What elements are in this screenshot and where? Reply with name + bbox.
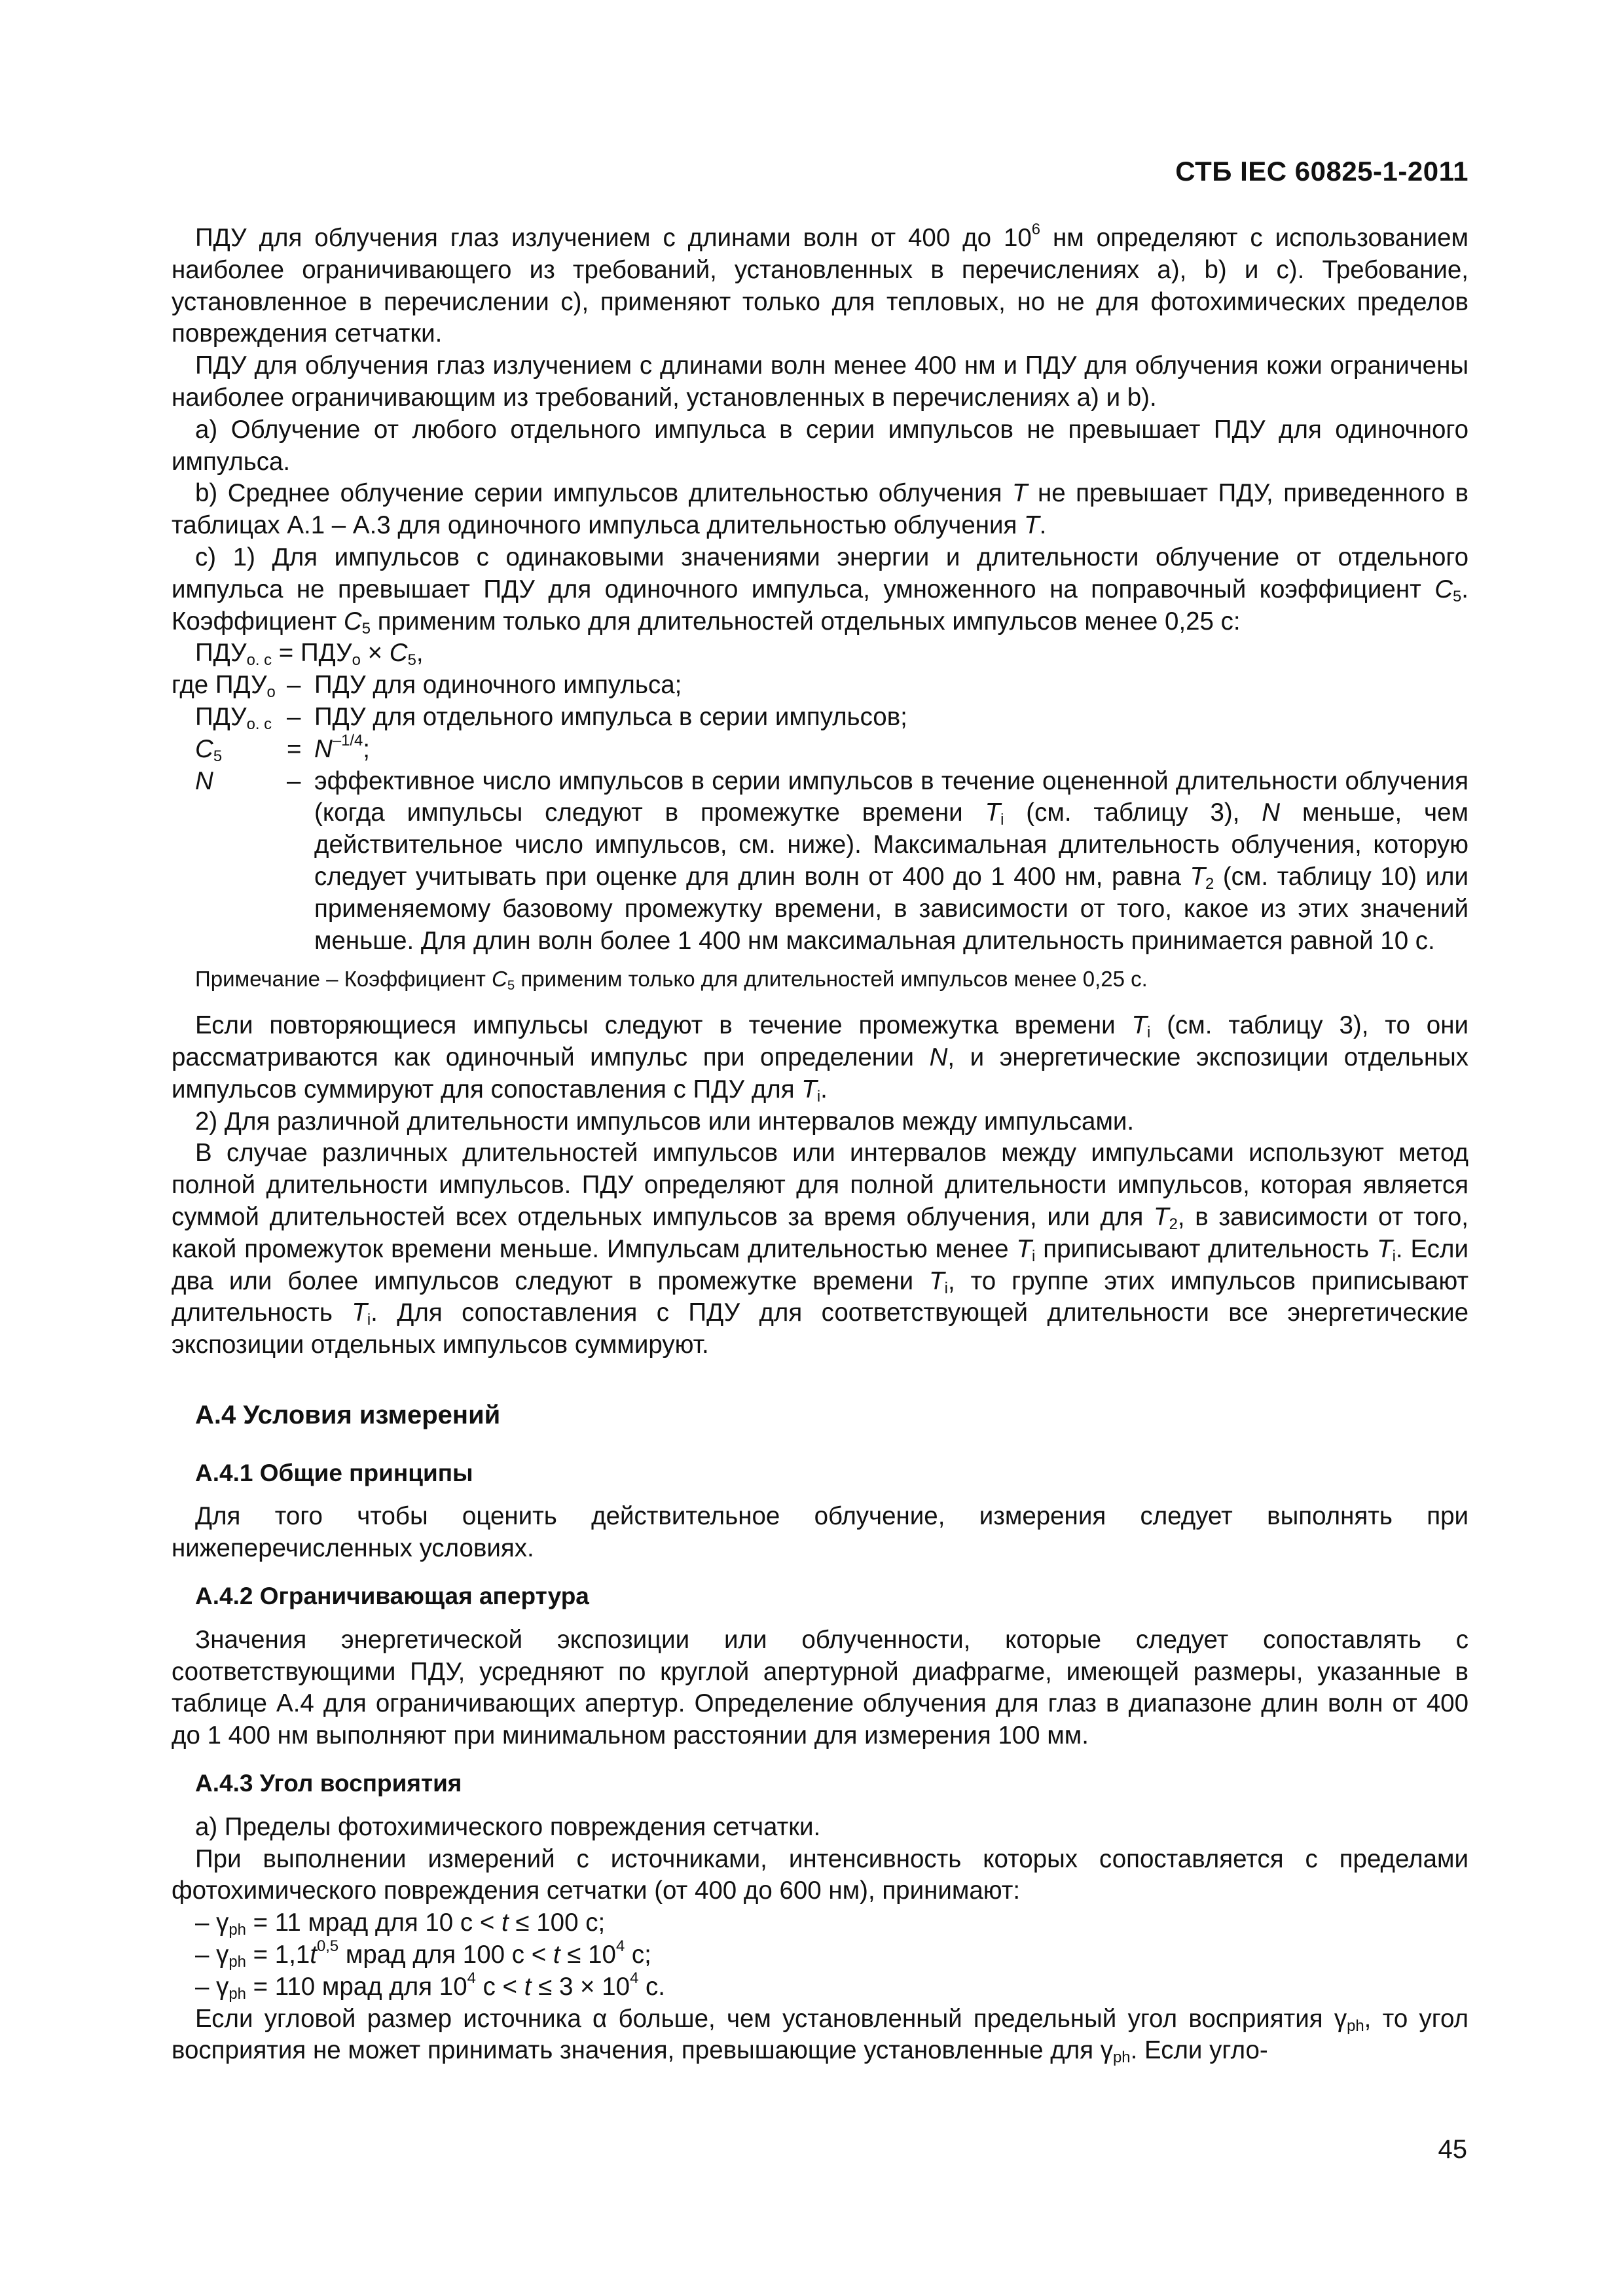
definition-symbol	[195, 702, 272, 734]
symbol-T: T	[929, 1266, 945, 1295]
text: . Если угло-	[1130, 2036, 1268, 2065]
subscript: о	[352, 651, 361, 670]
definition-text	[314, 766, 1468, 958]
text: ≤ 10	[560, 1941, 616, 1969]
list-item	[195, 1907, 1468, 1939]
text: (см. таблицу 10) или применяемому базовому промежутку времени, в зависимости от того, какое из этих значений меньше. Для длин волн более 1 400 нм максимальная длительность принимается равной 10 с.	[314, 862, 1468, 955]
text: = 110 мрад для 10	[246, 1972, 467, 2001]
symbol-T: T	[1012, 479, 1028, 508]
text: . Коэффициент	[172, 575, 1468, 636]
subscript: ph	[228, 1984, 246, 2003]
definition-row	[172, 731, 1468, 766]
item-c2: 2) Для различной длительности импульсов или интервалов между импульсами.	[195, 1107, 1135, 1136]
text: с <	[475, 1972, 524, 2001]
subscript: о	[266, 683, 276, 702]
superscript: 4	[615, 1937, 625, 1956]
definition-symbol	[172, 670, 276, 702]
paragraph-1	[172, 223, 1468, 350]
symbol-C: C	[343, 607, 362, 636]
formula	[195, 637, 1468, 670]
subscript: i	[816, 1087, 821, 1105]
symbol-N: N	[1262, 798, 1281, 827]
subscript: ph	[1347, 2017, 1364, 2035]
item-c1	[172, 542, 1468, 637]
text: , то угол восприятия не может принимать значения, превышающие установленные для γ	[172, 2004, 1468, 2065]
symbol-T: T	[352, 1299, 367, 1327]
text: применим только для длительностей отдельных импульсов менее 0,25 с:	[371, 607, 1241, 636]
page-number: 45	[1438, 2135, 1467, 2164]
subscript: 2	[1205, 874, 1214, 893]
text: , и энергетические экспозиции отдельных импульсов суммируют для сопоставления с ПДУ для	[172, 1043, 1468, 1103]
formula-lhs: ПДУ	[195, 639, 247, 668]
text: мрад для 100 с <	[338, 1941, 553, 1969]
text: меньше, чем действительное число импульсов, см. ниже). Максимальная длительность облучения, которую следует учитывать при оценке для длин волн от 400 до 1 400 нм, равна	[314, 798, 1468, 891]
text: ПДУ	[195, 702, 247, 731]
formula-eq: = ПДУ	[272, 639, 352, 668]
paragraph-total-duration	[172, 1138, 1468, 1361]
text: Если повторяющиеся импульсы следуют в течение промежутка времени	[195, 1011, 1132, 1040]
symbol-T: T	[1377, 1234, 1393, 1263]
text: . Если два или более импульсов следуют в промежутке времени	[172, 1234, 1468, 1295]
subscript: 5	[361, 619, 371, 637]
symbol-N: N	[929, 1043, 948, 1071]
subscript: i	[1000, 811, 1004, 829]
formula-end: ,	[416, 639, 424, 668]
symbol-T: T	[1154, 1202, 1169, 1231]
subscript: 5	[1453, 587, 1462, 605]
text: ;	[363, 734, 370, 763]
paragraph-a42: Значения энергетической экспозиции или облученности, которые следует сопоставлять с соответствующими ПДУ, усредняют по круглой апертурной диафрагме, имеющей размеры, указанные в таблице А.4 для ограничивающих апертур. Определение облучения для глаз в диапазоне длин волн от 400 до 1 400 нм выполняют при минимальном расстоянии для измерения 100 мм.	[172, 1625, 1468, 1750]
symbol-T: T	[1131, 1011, 1148, 1040]
superscript: 0,5	[317, 1937, 339, 1956]
text: – γ	[195, 1941, 229, 1969]
definition-text: ПДУ для отдельного импульса в серии импульсов;	[314, 702, 907, 731]
symbol-T: T	[801, 1075, 817, 1103]
text: , то группе этих импульсов приписывают длительность	[172, 1266, 1468, 1327]
text: с;	[625, 1941, 651, 1969]
text: ПДУ для облучения глаз излучением с длинами волн от 400 до 10	[195, 224, 1032, 252]
definition-text	[314, 731, 1468, 766]
text: ≤ 3 × 10	[531, 1972, 630, 2001]
symbol-C: C	[1434, 575, 1453, 603]
superscript: 4	[467, 1969, 476, 1987]
text: = 11 мрад для 10 с <	[246, 1909, 502, 1937]
definition-row	[172, 702, 1468, 734]
text: (см. таблицу 3),	[1004, 798, 1262, 827]
symbol-T: T	[1016, 1234, 1032, 1263]
subscript: 5	[507, 978, 515, 994]
definition-row	[172, 670, 1468, 702]
page-body	[172, 223, 1468, 2067]
definition-symbol	[195, 734, 222, 766]
definition-dash: =	[287, 734, 302, 763]
text: – γ	[195, 1909, 229, 1937]
subscript: ph	[1113, 2049, 1131, 2067]
definition-dash: –	[287, 671, 301, 700]
document-code: СТБ IEC 60825-1-2011	[1175, 156, 1468, 187]
paragraph-a41: Для того чтобы оценить действительное облучение, измерения следует выполнять при нижеперечисленных условиях.	[172, 1502, 1468, 1563]
symbol-C: C	[389, 639, 408, 668]
superscript: 6	[1031, 221, 1041, 239]
subsection-heading-a42: А.4.2 Ограничивающая апертура	[195, 1583, 589, 1610]
formula-mult: ×	[360, 639, 390, 668]
subscript: i	[1147, 1024, 1151, 1042]
superscript: –1/4	[332, 731, 363, 749]
definition-text: ПДУ для одиночного импульса;	[314, 671, 682, 700]
symbol-C: C	[195, 734, 213, 763]
text: с.	[638, 1972, 665, 2001]
item-a: а) Облучение от любого отдельного импульса в серии импульсов не превышает ПДУ для одиночного импульса.	[172, 415, 1468, 476]
symbol-C: C	[492, 967, 507, 992]
subscript: i	[944, 1279, 948, 1297]
symbol-t: t	[524, 1972, 532, 2001]
text: = 1,1	[246, 1941, 310, 1969]
text: В случае различных длительностей импульсов или интервалов между импульсами используют метод полной длительности импульсов. ПДУ определяют для полной длительности импульсов, которая является суммой длительностей всех отдельных импульсов за время облучения, или для	[172, 1139, 1468, 1231]
subscript: о. с	[246, 651, 272, 670]
text: с) 1) Для импульсов с одинаковыми значениями энергии и длительности облучение от отдельного импульса не превышает ПДУ для одиночного импульса, умноженного на поправочный коэффициент	[172, 543, 1468, 603]
definition-dash: –	[287, 766, 301, 795]
symbol-N: N	[314, 734, 333, 763]
text: ≤ 100 с;	[508, 1909, 606, 1937]
subsection-heading-a41: А.4.1 Общие принципы	[195, 1459, 473, 1486]
definition-symbol	[195, 766, 213, 798]
subscript: i	[1392, 1247, 1396, 1265]
text: Примечание – Коэффициент	[195, 967, 492, 992]
symbol-T: T	[1190, 862, 1206, 891]
subsection-heading-a43: А.4.3 Угол восприятия	[195, 1770, 462, 1797]
paragraph-a43-b: При выполнении измерений с источниками, интенсивность которых сопоставляется с пределами фотохимического повреждения сетчатки (от 400 до 600 нм), принимают:	[172, 1844, 1468, 1905]
superscript: 4	[630, 1969, 639, 1987]
item-b	[172, 478, 1468, 542]
subscript: i	[1032, 1247, 1036, 1265]
symbol-T: T	[985, 798, 1001, 827]
subscript: ph	[228, 1953, 246, 1971]
text: – γ	[195, 1972, 229, 2001]
text: применим только для длительностей импульсов менее 0,25 с.	[515, 967, 1148, 992]
text: где ПДУ	[172, 671, 267, 700]
text: , в зависимости от того, какой промежуток времени меньше. Импульсам длительностью менее	[172, 1202, 1468, 1263]
subscript: ph	[228, 1921, 246, 1939]
symbol-N: N	[195, 766, 213, 795]
paragraph-a43-a: а) Пределы фотохимического повреждения сетчатки.	[195, 1812, 821, 1841]
text: b) Среднее облучение серии импульсов длительностью облучения	[195, 479, 1012, 508]
symbol-t: t	[310, 1941, 318, 1969]
text: Если угловой размер источника α больше, чем установленный предельный угол восприятия γ	[195, 2004, 1347, 2033]
text: не превышает ПДУ, приведенного в таблицах А.1 – А.3 для одиночного импульса длительностью облучения	[172, 479, 1468, 540]
text: приписывают длительность	[1035, 1234, 1377, 1263]
text: .	[820, 1075, 828, 1103]
subscript: i	[367, 1311, 371, 1329]
subscript: 2	[1169, 1215, 1178, 1233]
note	[195, 963, 1468, 996]
paragraph-2: ПДУ для облучения глаз излучением с длинами волн менее 400 нм и ПДУ для облучения кожи ограничены наиболее ограничивающим из требований, установленных в перечислениях а) и b).	[172, 351, 1468, 412]
symbol-t: t	[553, 1941, 560, 1969]
subscript: 5	[213, 747, 223, 765]
text: эффективное число импульсов в серии импульсов в течение оцененной длительности облучения (когда импульсы следуют в промежутке времени	[314, 766, 1468, 827]
symbol-t: t	[501, 1909, 509, 1937]
definition-row	[172, 766, 1468, 958]
list-item	[195, 1939, 1468, 1971]
text: . Для сопоставления с ПДУ для соответствующей длительности все энергетические экспозиции отдельных импульсов суммируют.	[172, 1299, 1469, 1359]
section-heading-a4: А.4 Условия измерений	[195, 1400, 501, 1429]
list-item	[195, 1971, 1468, 2003]
subscript: 5	[407, 651, 416, 670]
subscript: о. с	[246, 715, 272, 733]
text: (см. таблицу 3), то они рассматриваются как одиночный импульс при определении	[172, 1011, 1468, 1071]
definition-dash: –	[287, 702, 301, 731]
paragraph-repeated-pulses	[172, 1010, 1468, 1105]
paragraph-a43-last	[172, 2003, 1468, 2068]
text: нм определяют с использованием наиболее ограничивающего из требований, установленных в перечислениях а), b) и с). Требование, установленное в перечислении с), применяют только для тепловых, но не для фотохимических пределов повреждения сетчатки.	[172, 224, 1468, 348]
symbol-T: T	[1024, 511, 1040, 540]
text: .	[1039, 511, 1047, 540]
